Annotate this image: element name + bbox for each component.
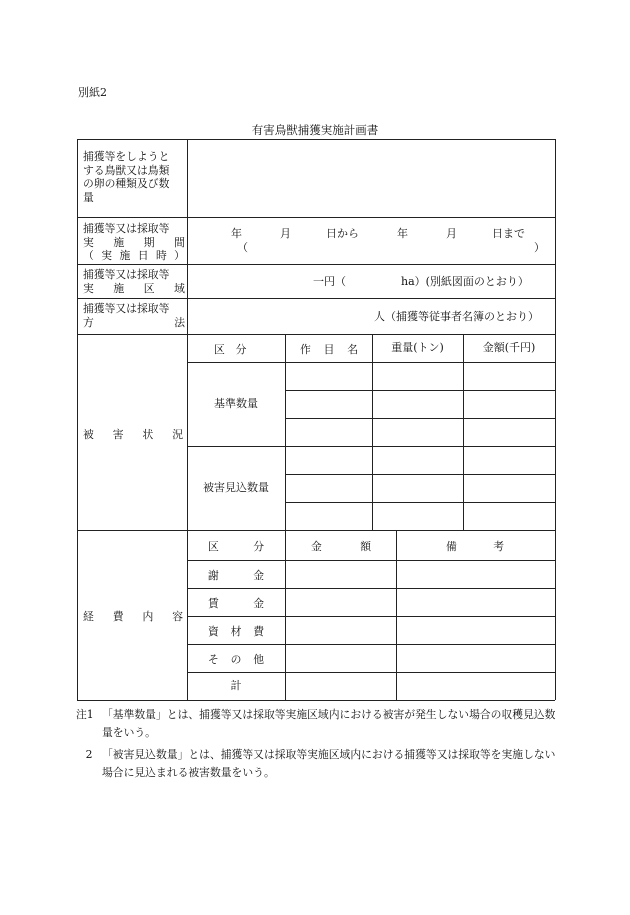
expenses-label: 経 費 内 容 xyxy=(83,610,183,623)
month-label-1: 月 xyxy=(280,227,291,240)
label-line: する鳥獣又は鳥類 xyxy=(83,163,170,177)
label-line: （ 実 施 日 時 ） xyxy=(83,249,185,262)
area-label xyxy=(83,268,185,295)
label-line: 実 施 期 間 xyxy=(83,235,185,249)
damage-header-weight: 重量(トン) xyxy=(391,341,444,354)
document-title: 有害鳥獣捕獲実施計画書 xyxy=(251,123,379,137)
period-label xyxy=(83,222,185,263)
expense-item-wages: 賃 金 xyxy=(208,597,264,610)
note-number: 注1 xyxy=(76,708,94,721)
year-label-2: 年 xyxy=(397,227,408,240)
note-number: 2 xyxy=(85,748,93,761)
expense-item-honorarium: 謝 金 xyxy=(208,569,264,582)
expenses-header-category: 区 分 xyxy=(208,540,264,553)
appendix-label: 別紙2 xyxy=(78,86,107,99)
year-label-1: 年 xyxy=(231,227,242,240)
notes xyxy=(76,706,556,782)
month-label-2: 月 xyxy=(446,227,457,240)
note-text: 「被害見込数量」とは、捕獲等又は採取等実施区域内における捕獲等又は採取等を実施しない場合に見込まれる被害数量をいう。 xyxy=(102,748,556,779)
expenses-header-remarks: 備 考 xyxy=(446,540,504,553)
target-species-field[interactable] xyxy=(188,140,554,216)
label-line: 捕獲等又は採取等 xyxy=(83,222,170,235)
expense-item-other: そ の 他 xyxy=(208,653,264,666)
method-value: 人（捕獲等従事者名簿のとおり） xyxy=(374,310,539,323)
label-line: 量 xyxy=(83,190,94,204)
day-from-label: 日から xyxy=(326,227,359,240)
area-unit-prefix: 一円（ xyxy=(313,275,346,288)
note-2 xyxy=(76,746,556,782)
open-paren: （ xyxy=(237,241,248,254)
target-species-label xyxy=(83,150,185,204)
damage-status-label: 被 害 状 況 xyxy=(83,428,183,441)
expenses-header-amount: 金 額 xyxy=(311,540,371,553)
close-paren: ） xyxy=(534,241,545,254)
damage-header-amount: 金額(千円) xyxy=(482,341,536,354)
damage-group-expected: 被害見込数量 xyxy=(203,481,269,494)
expense-item-materials: 資 材 費 xyxy=(208,625,264,638)
area-unit-suffix: ha）(別紙図面のとおり） xyxy=(401,275,529,288)
method-label xyxy=(83,302,185,329)
label-line: 実 施 区 域 xyxy=(83,281,185,295)
label-line: 捕獲等又は採取等 xyxy=(83,302,170,315)
note-1 xyxy=(76,706,556,742)
label-line: 方 法 xyxy=(83,315,185,329)
damage-header-crop: 作 目 名 xyxy=(300,343,358,356)
day-until-label: 日まで xyxy=(492,227,525,240)
damage-group-baseline: 基準数量 xyxy=(214,397,258,410)
note-text: 「基準数量」とは、捕獲等又は採取等実施区域内における被害が発生しない場合の収穫見込数量をいう。 xyxy=(102,708,556,739)
damage-header-category: 区 分 xyxy=(214,343,247,356)
label-line: 捕獲等又は採取等 xyxy=(83,268,170,281)
label-line: の卵の種類及び数 xyxy=(83,177,170,190)
expense-item-total: 計 xyxy=(230,679,242,692)
label-line: 捕獲等をしようと xyxy=(83,150,170,163)
